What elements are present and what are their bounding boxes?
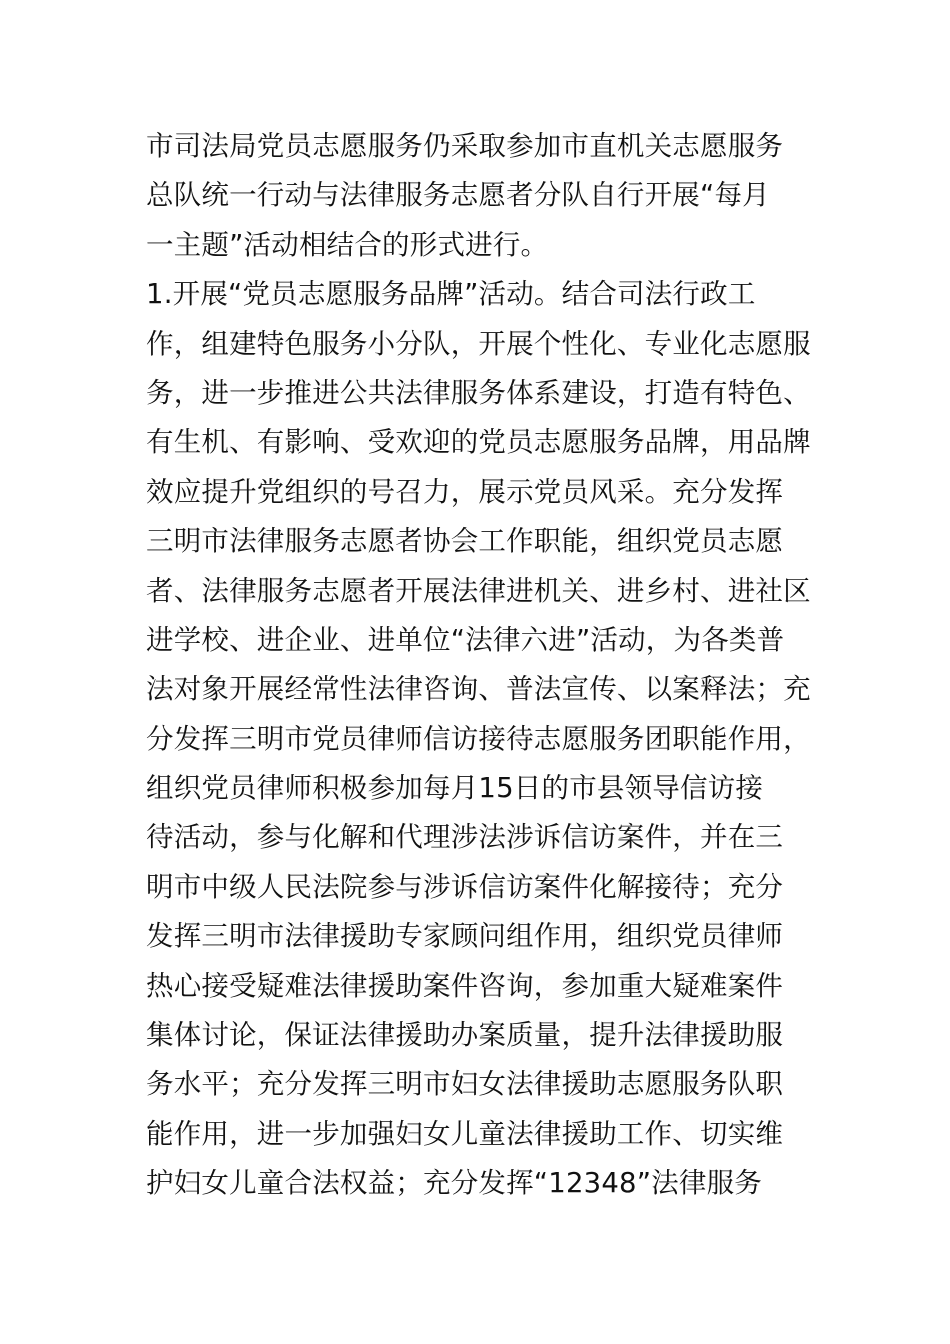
text-line: 1.开展“党员志愿服务品牌”活动。结合司法行政工 (146, 278, 756, 311)
text-line: 明市中级人民法院参与涉诉信访案件化解接待；充分 (146, 870, 784, 903)
text-line: 分发挥三明市党员律师信访接待志愿服务团职能作用， (146, 722, 811, 755)
text-line: 热心接受疑难法律援助案件咨询，参加重大疑难案件 (146, 969, 784, 1002)
text-line: 三明市法律服务志愿者协会工作职能，组织党员志愿 (146, 525, 784, 558)
text-line: 能作用，进一步加强妇女儿童法律援助工作、切实维 (146, 1117, 784, 1150)
text-line: 效应提升党组织的号召力，展示党员风采。充分发挥 (146, 475, 784, 508)
text-line: 务，进一步推进公共法律服务体系建设，打造有特色、 (146, 376, 811, 409)
text-line: 待活动，参与化解和代理涉法涉诉信访案件，并在三 (146, 821, 784, 854)
text-line: 护妇女儿童合法权益；充分发挥“12348”法律服务 (146, 1167, 762, 1200)
text-line: 集体讨论，保证法律援助办案质量，提升法律援助服 (146, 1019, 784, 1052)
text-line: 法对象开展经常性法律咨询、普法宣传、以案释法；充 (146, 673, 811, 706)
text-line: 组织党员律师积极参加每月15日的市县领导信访接 (146, 772, 764, 805)
text-line: 作，组建特色服务小分队，开展个性化、专业化志愿服 (146, 327, 811, 360)
document-body (146, 122, 826, 1209)
text-line: 一主题”活动相结合的形式进行。 (146, 228, 549, 261)
text-line: 进学校、进企业、进单位“法律六进”活动，为各类普 (146, 623, 785, 656)
text-line: 者、法律服务志愿者开展法律进机关、进乡村、进社区 (146, 574, 811, 607)
text-line: 市司法局党员志愿服务仍采取参加市直机关志愿服务 (146, 130, 784, 162)
text-line: 务水平；充分发挥三明市妇女法律援助志愿服务队职 (146, 1068, 784, 1101)
text-line: 发挥三明市法律援助专家顾问组作用，组织党员律师 (146, 920, 784, 953)
text-line: 总队统一行动与法律服务志愿者分队自行开展“每月 (146, 179, 770, 212)
text-line: 有生机、有影响、受欢迎的党员志愿服务品牌，用品牌 (146, 426, 811, 459)
